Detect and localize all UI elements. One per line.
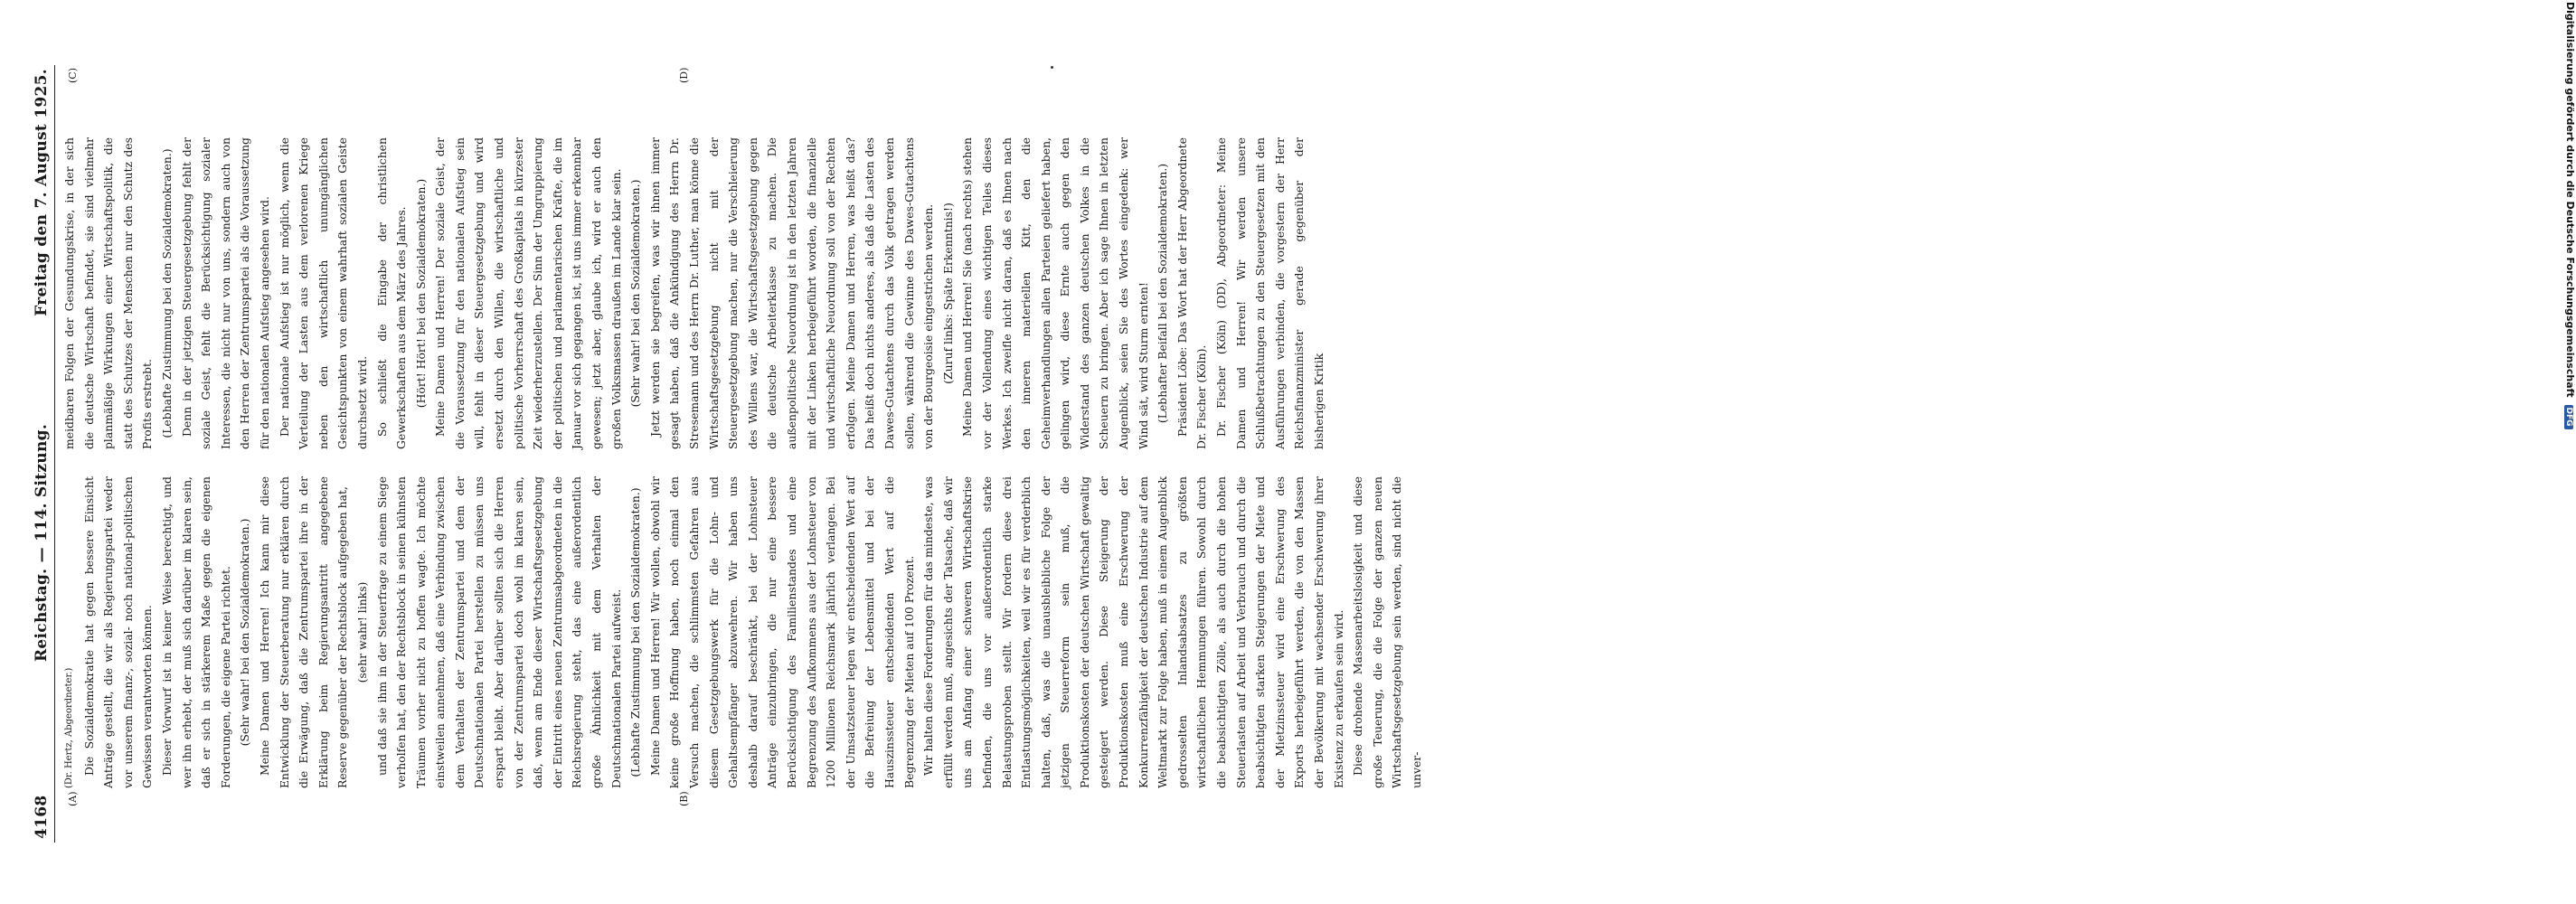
interjection: (Sehr wahr! bei den Sozialdemokraten.) [628,179,643,408]
paragraph: Dieser Vorwurf ist in keiner Weise berechtigt, und wer ihn erhebt, der muß sich darüber im klaren sein, daß er sich in stärkerem Maße gegen die eigenen Forderungen, die eigene Partei richtet. [159,476,232,788]
dfg-logo: DFG [2564,405,2573,429]
interjection: (Lebhafte Zustimmung bei den Sozialdemokraten.) [159,148,174,438]
funding-credit-text: Digitalisierung gefördert durch die Deutsche Forschungsgemeinschaft [2564,2,2576,398]
rotated-page-content [27,65,1423,843]
paragraph: Meine Damen und Herren! Der soziale Geist, der die Voraussetzung für den nationalen Aufstieg sein will, fehlt in dieser Steuergesetzgebung und wird ersetzt durch den Willen, die wirtschaftliche und politische Vorherrschaft des Großkapitals in kürzester Zeit wiederherzustellen. Der Sinn der Umgruppierung der politischen und parlamentarischen Kräfte, die im Januar vor sich gegangen ist, ist uns immer erkennbar gewesen; jetzt aber, glaube ich, wird er auch den großen Volksmassen draußen im Lande klar sein. [433,137,623,449]
page-header [27,65,55,843]
speaker-reference: (Dr. Hertz, Abgeordneter.) [64,667,74,788]
session-date: Freitag den 7. August 1925. [33,69,51,316]
session-title: Reichstag. — 114. Sitzung. [33,423,51,662]
interjection: (sehr wahr! links) [354,581,369,683]
paragraph: Dr. Fischer (Köln) (DD), Abgeordneter: Meine Damen und Herren! Wir werden unsere Schlußbetrachtungen zu den Steuergesetzen mit den Ausführungen verbinden, die vorgestern der Herr Reichsfinanzminister gerade gegenüber der bisherigen Kritik [1214,137,1326,449]
interjection: (Lebhafter Beifall bei den Sozialdemokraten.) [1156,163,1170,424]
paragraph: Der nationale Aufstieg ist nur möglich, wenn die Verteilung der Lasten aus dem verlorenen Kriege neben den wirtschaftlich unumgänglichen Gesichtspunkten von einem wahrhaft sozialen Geiste durchsetzt wird. [277,137,369,449]
paragraph: So schließt die Eingabe der christlichen Gewerkschaften aus dem März des Jahres. [374,137,409,449]
paragraph: Meine Damen und Herren! Sie (nach rechts) stehen vor der Vollendung eines wichtigen Teiles dieses Werkes. Ich zweifle nicht daran, daß es Ihnen nach den inneren materiellen Kitt, den die Geheimverhandlungen allen Parteien geliefert haben, gelingen wird, diese Ernte auch gegen den Widerstand des ganzen deutschen Volkes in die Scheuern zu bringen. Aber ich sage Ihnen in letzten Augenblick, seien Sie des Wortes eingedenk: wer Wind sät, wird Sturm ernten! [960,137,1150,449]
right-text-column [60,137,1326,449]
interjection: (Sehr wahr! bei den Sozialdemokraten.) [238,518,252,747]
interjection: (Lebhafte Zustimmung bei den Sozialdemokraten.) [628,487,643,777]
paragraph: meidbaren Folgen der Gesundungskrise, in der sich die deutsche Wirtschaft befindet, sie sind vielmehr planmäßige Wirkungen einer Wirtschaftspolitik, die statt des Schutzes der Menschen nur den Schutz des Profits erstrebt. [62,137,155,449]
page-number: 4168 [33,795,51,839]
margin-mark-a: (A) [67,791,79,806]
margin-mark-d: (D) [678,67,690,83]
margin-mark-b: (B) [678,791,690,806]
paragraph: Meine Damen und Herren! Ich kann mir diese Entwicklung der Steuerberatung nur erklären durch die Erwägung, daß die Zentrumspartei ihre in der Erklärung beim Regierungsantritt angegebene Reserve gegenüber der Rechtsblock aufgegeben hat, [257,476,350,788]
paragraph: und daß sie ihm in der Steuerfrage zu einem Siege verholfen hat, den der Rechtsblock in seinen kühnsten Träumen vorher nicht zu hoffen wagte. Ich möchte einstweilen annehmen, daß eine Verbindung zwischen dem Verhalten der Zentrumspartei und dem der Deutschnationalen Partei herstellen zu müssen uns erspart bleibt. Aber darüber sollten sich die Herren von der Zentrumspartei doch wohl im klaren sein, daß, wenn am Ende dieser Wirtschaftsgesetzgebung der Eintritt eines neuen Zentrumsabgeordneten in die Reichsregierung steht, das eine außerordentlich große Ähnlichkeit mit dem Verhalten der Deutschnationalen Partei aufweist. [374,476,623,788]
paragraph: Wir halten diese Forderungen für das mindeste, was erfüllt werden muß, angesichts der Tatsache, daß wir uns am Anfang einer schweren Wirtschaftskrise befinden, die uns vor außerordentlich starke Belastungsproben stellt. Wir fordern diese drei Entlastungsmöglichkeiten, weil wir es für verderblich halten, daß, was die unausbleibliche Folge der jetzigen Steuerreform sein muß, die Produktionskosten der deutschen Wirtschaft gewaltig gesteigert werden. Diese Steigerung der Produktionskosten muß eine Erschwerung der Konkurrenzfähigkeit der deutschen Industrie auf dem Weltmarkt zur Folge haben, muß in einem Augenblick gedrosselten Inlandsabsatzes zu größten wirtschaftlichen Hemmungen führen. Sowohl durch die beabsichtigten Zölle, als auch durch die hohen Steuerlasten auf Arbeit und Verbrauch und durch die beabsichtigten starken Steigerungen der Miete und der Mietzinssteuer wird eine Erschwerung des Exports herbeigeführt werden, die von den Massen der Bevölkerung mit wachsender Erschwerung ihrer Existenz zu erkaufen sein wird. [921,476,1345,788]
scan-speck [1051,66,1053,69]
paragraph: Diese drohende Massenarbeitslosigkeit und diese große Teuerung, die die Folge der ganzen neuen Wirtschaftsgesetzgebung sein werden, sind nicht die unver- [1351,476,1423,788]
interjection: (Zuruf links: Späte Erkenntnis!) [940,202,955,384]
paragraph: Denn in der jetzigen Steuergesetzgebung fehlt der soziale Geist, fehlt die Berücksichtigung sozialer Interessen, die nicht nur von uns, sondern auch von den Herren der Zentrumspartei als die Voraussetzung für den nationalen Aufstieg angesehen wird. [179,137,271,449]
paragraph: Meine Damen und Herren! Wir wollen, obwohl wir keine große Hoffnung haben, noch einmal den Versuch machen, die schlimmsten Gefahren aus diesem Gesetzgebungswerk für die Lohn- und Gehaltsempfänger abzuwehren. Wir haben uns deshalb darauf beschränkt, bei der Lohnsteuer Anträge einzubringen, die nur eine bessere Berücksichtigung des Familienstandes und eine Begrenzung des Aufkommens aus der Lohnsteuer von 1200 Millionen Reichsmark jährlich verlangen. Bei der Umsatzsteuer legen wir entscheidenden Wert auf die Befreiung der Lebensmittel und bei der Hauszinssteuer entscheidenden Wert auf die Begrenzung der Mieten auf 100 Prozent. [647,476,916,788]
paragraph: Präsident Löbe: Das Wort hat der Herr Abgeordnete Dr. Fischer (Köln). [1175,137,1209,449]
margin-mark-c: (C) [67,68,79,83]
left-text-column [60,476,1423,788]
interjection: (Hört! Hört! bei den Sozialdemokraten.) [413,178,428,409]
funding-credit [2562,2,2576,635]
paragraph: Jetzt werden sie begreifen, was wir ihnen immer gesagt haben, daß die Ankündigung des Herrn Dr. Stresemann und des Herrn Dr. Luther, man könne die Wirtschaftsgesetzgebung nicht mit der Steuergesetzgebung machen, nur die Verschleierung des Willens war, die Wirtschaftsgesetzgebung gegen die deutsche Arbeiterklasse zu machen. Die außenpolitische Neuordnung ist in den letzten Jahren mit der Linken herbeigeführt worden, die finanzielle und wirtschaftliche Neuordnung soll von der Rechten erfolgen. Meine Damen und Herren, was heißt das? Das heißt doch nichts anderes, als daß die Lasten des Dawes-Gutachtens durch das Volk getragen werden sollen, während die Gewinne des Dawes-Gutachtens von der Bourgeoisie eingestrichen werden. [647,137,936,449]
paragraph: Die Sozialdemokratie hat gegen bessere Einsicht Anträge gestellt, die wir als Regierungspartei weder vor unserem finanz-, sozial- noch national-politischen Gewissen verantworten können. [81,476,155,788]
